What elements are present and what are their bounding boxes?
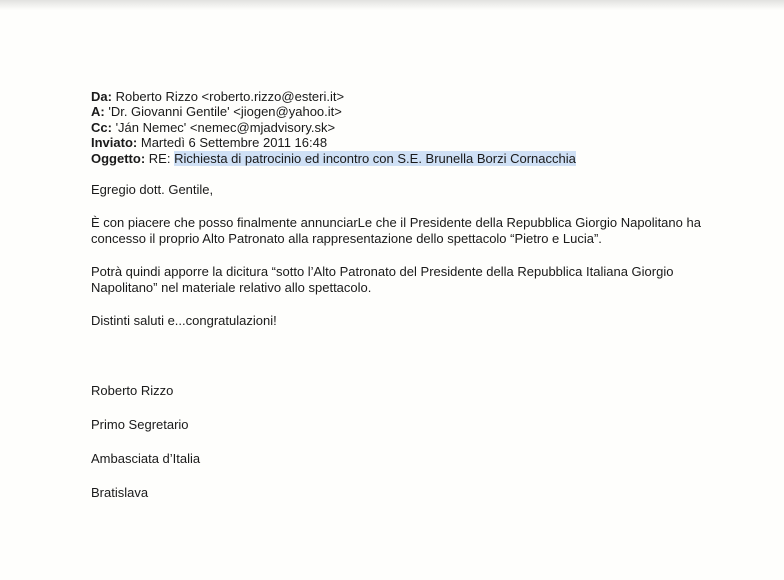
paragraph-2: Potrà quindi apporre la dicitura “sotto l’Alto Patronato del Presidente della Repubblica Italiana Giorgio Napolitano” nel materiale relativo allo spettacolo. (91, 264, 674, 295)
signature-block (91, 383, 731, 500)
closing: Distinti saluti e...congratulazioni! (91, 313, 277, 329)
paragraph-1: È con piacere che posso finalmente annunciarLe che il Presidente della Repubblica Giorgio Napolitano ha concesso il proprio Alto Patronato alla rappresentazione dello spettacolo “Pietro e Lucia”. (91, 215, 701, 246)
subject-prefix: RE: (148, 150, 175, 166)
subject-line (91, 151, 731, 166)
subject-value-selected[interactable]: Richiesta di patrocinio ed incontro con S.E. Brunella Borzi Cornacchia (174, 150, 576, 166)
sent-label: Inviato: (91, 135, 138, 151)
to-line (91, 104, 731, 119)
signature-office: Ambasciata d’Italia (91, 451, 201, 467)
top-edge-shadow (0, 0, 784, 10)
sent-value: Martedì 6 Settembre 2011 16:48 (140, 135, 328, 151)
from-label: Da: (91, 89, 112, 104)
from-line (91, 89, 731, 104)
email-header (91, 89, 731, 166)
cc-value: 'Ján Nemec' <nemec@mjadvisory.sk> (115, 119, 336, 135)
cc-label: Cc: (91, 119, 112, 135)
signature-name: Roberto Rizzo (91, 383, 174, 399)
signature-city: Bratislava (91, 485, 149, 501)
subject-label: Oggetto: (91, 150, 146, 166)
cc-line (91, 120, 731, 135)
from-value: Roberto Rizzo <roberto.rizzo@esteri.it> (115, 89, 345, 104)
greeting: Egregio dott. Gentile, (91, 182, 214, 198)
to-value: 'Dr. Giovanni Gentile' <jiogen@yahoo.it> (108, 104, 342, 120)
email-document (91, 89, 731, 519)
to-label: A: (91, 104, 105, 120)
signature-title: Primo Segretario (91, 417, 189, 433)
sent-line (91, 135, 731, 150)
